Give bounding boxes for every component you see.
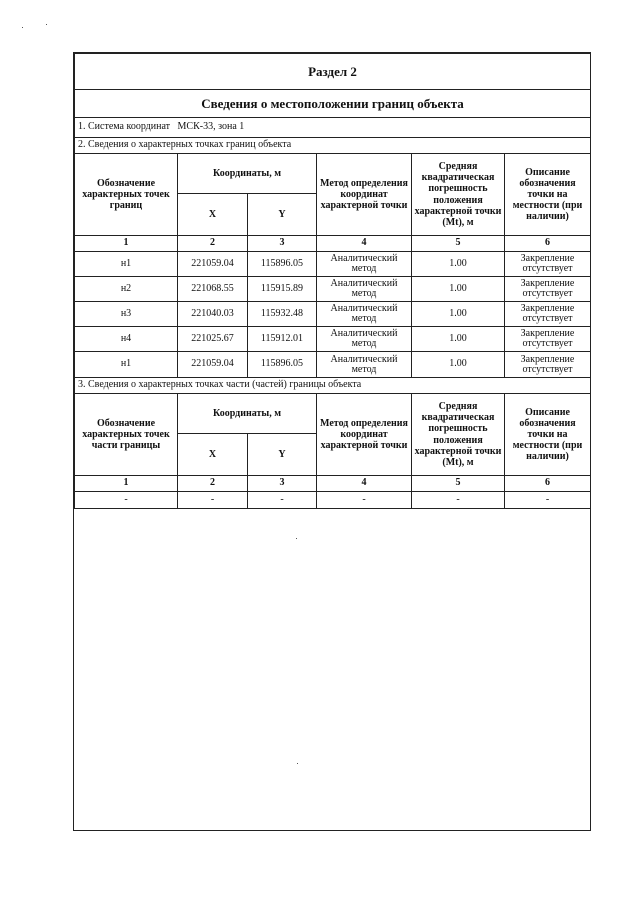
coord-system	[75, 118, 591, 138]
col-number: 1	[75, 236, 178, 252]
point-y: 115896.05	[248, 252, 317, 277]
point-x: 221068.55	[178, 277, 248, 302]
object-title-row	[75, 90, 591, 118]
coord-system-row	[75, 118, 591, 138]
part-point-method: -	[317, 492, 412, 509]
point-y: 115896.05	[248, 352, 317, 378]
point-error: 1.00	[412, 302, 505, 327]
point-y: 115932.48	[248, 302, 317, 327]
part-point-description: -	[505, 492, 591, 509]
point-x: 221059.04	[178, 252, 248, 277]
col-number: 6	[505, 236, 591, 252]
part-point-x: -	[178, 492, 248, 509]
header-method: Метод определения координат характерной точки	[317, 154, 412, 236]
col-number: 1	[75, 476, 178, 492]
point-description: Закрепление отсутствует	[505, 327, 591, 352]
part-point-y: -	[248, 492, 317, 509]
point-description: Закрепление отсутствует	[505, 277, 591, 302]
point-name: н3	[75, 302, 178, 327]
table-row	[75, 277, 591, 302]
col-number: 2	[178, 476, 248, 492]
point-method: Аналитический метод	[317, 327, 412, 352]
object-title: Сведения о местоположении границ объекта	[75, 90, 591, 118]
header-y: Y	[248, 434, 317, 476]
part-points-caption: 3. Сведения о характерных точках части (частей) границы объекта	[75, 378, 591, 394]
part-col-numbers-row	[75, 476, 591, 492]
header-coords: Координаты, м	[178, 394, 317, 434]
point-y: 115915.89	[248, 277, 317, 302]
col-number: 6	[505, 476, 591, 492]
section-title: Раздел 2	[75, 54, 591, 90]
table-row	[75, 492, 591, 509]
coord-system-value: МСК-33, зона 1	[177, 121, 245, 133]
point-description: Закрепление отсутствует	[505, 252, 591, 277]
table-row	[75, 302, 591, 327]
point-name: н2	[75, 277, 178, 302]
point-description: Закрепление отсутствует	[505, 302, 591, 327]
boundary-col-numbers-row	[75, 236, 591, 252]
point-error: 1.00	[412, 277, 505, 302]
col-number: 5	[412, 476, 505, 492]
point-x: 221059.04	[178, 352, 248, 378]
section-title-row	[75, 54, 591, 90]
header-error: Средняя квадратическая погрешность положения характерной точки (Mt), м	[412, 154, 505, 236]
header-y: Y	[248, 194, 317, 236]
col-number: 3	[248, 236, 317, 252]
col-number: 5	[412, 236, 505, 252]
header-designation: Обозначение характерных точек части границы	[75, 394, 178, 476]
document-page	[73, 52, 591, 831]
coord-system-label: 1. Система координат	[78, 121, 171, 133]
col-number: 2	[178, 236, 248, 252]
header-designation: Обозначение характерных точек границ	[75, 154, 178, 236]
point-method: Аналитический метод	[317, 277, 412, 302]
header-x: X	[178, 194, 248, 236]
col-number: 4	[317, 236, 412, 252]
header-coords: Координаты, м	[178, 154, 317, 194]
main-form-table	[74, 53, 591, 509]
header-description: Описание обозначения точки на местности (при наличии)	[505, 154, 591, 236]
point-name: н1	[75, 252, 178, 277]
point-method: Аналитический метод	[317, 302, 412, 327]
header-x: X	[178, 434, 248, 476]
point-method: Аналитический метод	[317, 252, 412, 277]
boundary-points-caption: 2. Сведения о характерных точках границ объекта	[75, 138, 591, 154]
point-x: 221025.67	[178, 327, 248, 352]
col-number: 3	[248, 476, 317, 492]
part-header-row-1	[75, 394, 591, 434]
part-point-error: -	[412, 492, 505, 509]
header-method: Метод определения координат характерной точки	[317, 394, 412, 476]
point-error: 1.00	[412, 252, 505, 277]
boundary-caption-row	[75, 138, 591, 154]
point-name: н4	[75, 327, 178, 352]
table-row	[75, 327, 591, 352]
table-row	[75, 252, 591, 277]
part-caption-row	[75, 378, 591, 394]
table-row	[75, 352, 591, 378]
point-name: н1	[75, 352, 178, 378]
header-error: Средняя квадратическая погрешность положения характерной точки (Mt), м	[412, 394, 505, 476]
point-description: Закрепление отсутствует	[505, 352, 591, 378]
col-number: 4	[317, 476, 412, 492]
point-y: 115912.01	[248, 327, 317, 352]
point-method: Аналитический метод	[317, 352, 412, 378]
point-x: 221040.03	[178, 302, 248, 327]
point-error: 1.00	[412, 352, 505, 378]
header-description: Описание обозначения точки на местности (при наличии)	[505, 394, 591, 476]
part-point-name: -	[75, 492, 178, 509]
point-error: 1.00	[412, 327, 505, 352]
boundary-header-row-1	[75, 154, 591, 194]
